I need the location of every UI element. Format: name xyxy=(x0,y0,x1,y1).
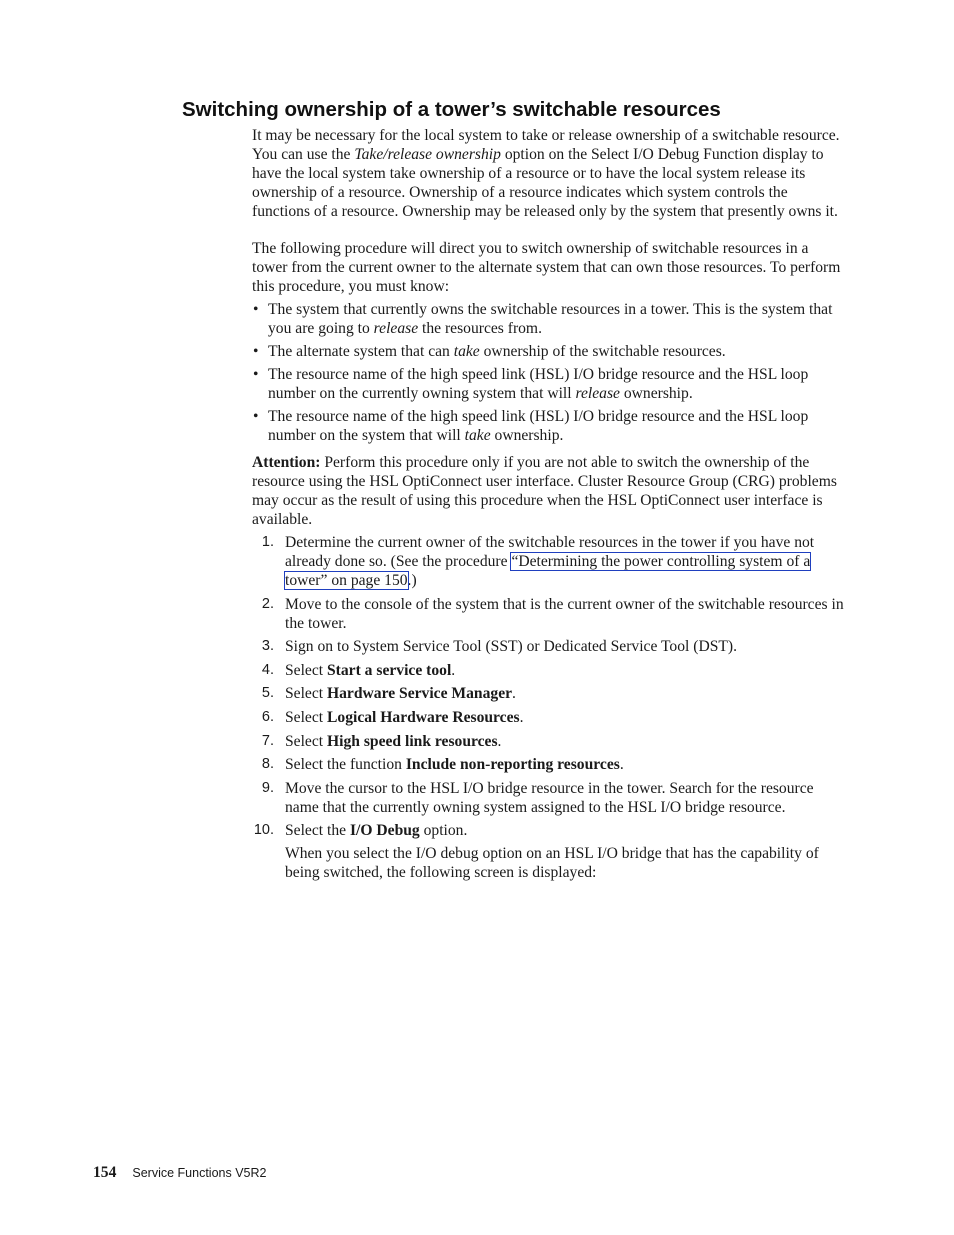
page-footer xyxy=(93,1163,266,1183)
intro-text-start: It may be necessary for the local system to take or release ownership of a switchable resource. You can use the xyxy=(252,127,840,163)
bullet-text: ownership. xyxy=(619,385,693,402)
intro-paragraph xyxy=(252,126,844,221)
step-number: 10. xyxy=(253,822,274,839)
procedure-intro-paragraph: The following procedure will direct you to switch ownership of switchable resources in a tower from the current owner to the alternate system that can own those resources. To perform this procedure, you must know: xyxy=(252,240,841,295)
bullet-icon: • xyxy=(253,343,259,360)
step-text: Select xyxy=(285,732,327,750)
step-text: . xyxy=(451,661,456,679)
menu-option-bold: I/O Debug xyxy=(349,822,420,840)
cross-reference-link[interactable]: “Determining the power controlling system of a tower” on page 150 xyxy=(285,553,811,589)
book-title: Service Functions V5R2 xyxy=(132,1166,267,1180)
step-4 xyxy=(252,661,844,680)
bullet-italic: release xyxy=(575,385,620,402)
bullet-italic: take xyxy=(464,427,491,444)
bullet-text: The system that currently owns the switchable resources in a tower. This is the system that you are going to xyxy=(268,301,833,337)
menu-option-bold: Include non-reporting resources xyxy=(405,756,620,774)
step-8 xyxy=(252,755,844,774)
step-text: Select xyxy=(285,685,327,703)
section-heading: Switching ownership of a tower’s switchable resources xyxy=(182,98,721,121)
step-text: . xyxy=(519,708,524,726)
list-item xyxy=(252,300,844,338)
step-10 xyxy=(252,821,844,882)
step-text: Select xyxy=(285,708,327,726)
page-number: 154 xyxy=(93,1164,117,1181)
step-1 xyxy=(252,533,844,590)
step-text: Move to the console of the system that is the current owner of the switchable resources in the tower. xyxy=(285,595,844,632)
step-text: . xyxy=(512,685,516,703)
step-text: Select the function xyxy=(285,756,406,774)
menu-option-bold: Logical Hardware Resources xyxy=(327,708,520,726)
bullet-text: The resource name of the high speed link (HSL) I/O bridge resource and the HSL loop number on the system that will xyxy=(268,408,809,444)
list-item xyxy=(252,407,844,445)
bullet-italic: release xyxy=(373,320,419,337)
step-7 xyxy=(252,732,844,751)
step-number: 7. xyxy=(261,732,274,749)
step-text: Determine the current owner of the switchable resources in the tower if you have not already done so. (See the procedure xyxy=(285,534,815,570)
step-text: . xyxy=(497,732,502,750)
menu-option-bold: Start a service tool xyxy=(327,661,452,679)
bullet-text: ownership of the switchable resources. xyxy=(479,343,726,360)
bullet-italic: take xyxy=(453,343,480,360)
step-10-result-note: When you select the I/O debug option on an HSL I/O bridge that has the capability of being switched, the following screen is displayed: xyxy=(285,845,819,882)
bullet-text: The alternate system that can xyxy=(268,343,454,360)
bullet-text: the resources from. xyxy=(418,320,542,337)
menu-option-bold: Hardware Service Manager xyxy=(327,685,513,703)
list-item xyxy=(252,342,844,361)
step-3 xyxy=(252,637,844,656)
step-text: Sign on to System Service Tool (SST) or Dedicated Service Tool (DST). xyxy=(285,638,737,656)
intro-text-end: option on the Select I/O Debug Function display to have the local system take ownership of a resource or to have the local system release its ownership of a resource. Ownership of a resource indicates which system controls the functions of a resource. Ownership may be released only by the system that presently owns it. xyxy=(252,146,838,220)
bullet-icon: • xyxy=(253,366,259,383)
attention-text: Perform this procedure only if you are not able to switch the ownership of the resource using the HSL OptiConnect user interface. Cluster Resource Group (CRG) problems may occur as the result of using this procedure when the HSL OptiConnect user interface is available. xyxy=(252,454,837,528)
procedure-steps xyxy=(252,533,844,882)
bullet-text: ownership. xyxy=(490,427,564,444)
bullet-text: The resource name of the high speed link (HSL) I/O bridge resource and the HSL loop number on the currently owning system that will xyxy=(268,366,809,402)
step-6 xyxy=(252,708,844,727)
option-name-italic: Take/release ownership xyxy=(354,146,501,163)
step-text: Move the cursor to the HSL I/O bridge resource in the tower. Search for the resource name that the currently owning system assigned to the HSL I/O bridge resource. xyxy=(285,779,814,816)
step-number: 1. xyxy=(261,534,274,550)
step-text: Select the xyxy=(285,822,350,840)
bullet-icon: • xyxy=(253,408,259,425)
attention-label: Attention: xyxy=(252,454,321,471)
step-number: 5. xyxy=(261,685,274,702)
step-9 xyxy=(252,779,844,817)
attention-note xyxy=(252,453,844,529)
list-item xyxy=(252,365,844,403)
step-text: Select xyxy=(285,661,327,679)
step-number: 2. xyxy=(261,595,274,612)
prerequisites-list xyxy=(252,300,844,445)
bullet-icon: • xyxy=(253,301,259,318)
menu-option-bold: High speed link resources xyxy=(327,732,498,750)
step-number: 4. xyxy=(261,661,274,678)
step-number: 9. xyxy=(261,779,274,796)
step-number: 3. xyxy=(261,638,274,655)
step-text: . xyxy=(619,756,624,774)
step-text: .) xyxy=(407,572,417,589)
body-text-column xyxy=(252,126,844,887)
step-number: 8. xyxy=(261,756,274,773)
step-2 xyxy=(252,595,844,633)
step-5 xyxy=(252,684,844,703)
step-number: 6. xyxy=(261,708,274,725)
step-text: option. xyxy=(419,822,468,840)
